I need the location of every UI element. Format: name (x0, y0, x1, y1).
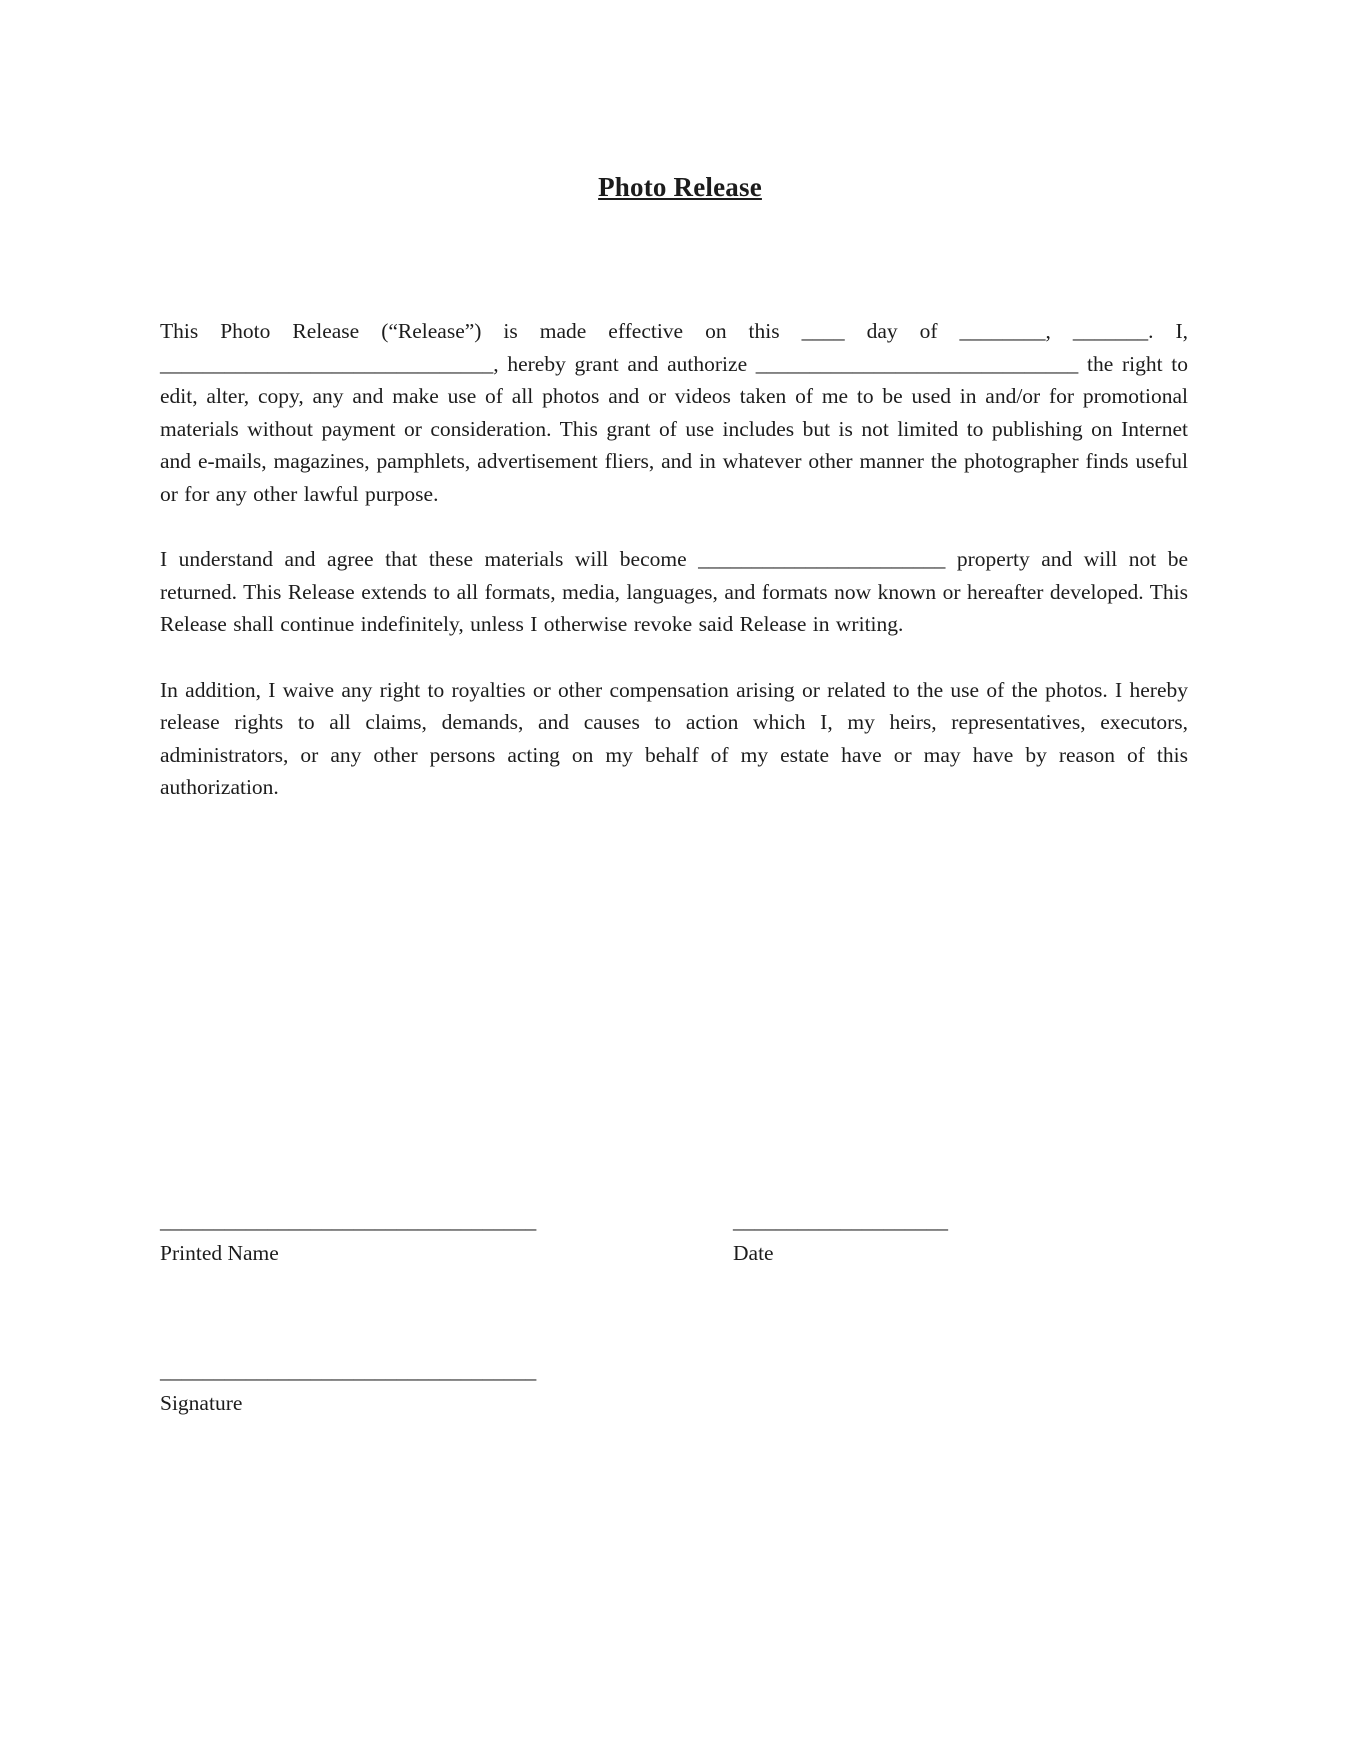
date-blank-line: ____________________ (733, 1209, 948, 1233)
date-field (733, 1205, 1033, 1269)
paragraph-materials-ownership: I understand and agree that these materials will become _______________________ property and will not be returned. This Release extends to all formats, media, languages, and formats now known or hereafter developed. This Release shall continue indefinitely, unless I otherwise revoke said Release in writing. (160, 547, 1188, 636)
printed-name-blank-line: ___________________________________ (160, 1209, 537, 1233)
document-body (0, 315, 1360, 804)
paragraph-grant-of-rights: This Photo Release (“Release”) is made effective on this ____ day of ________, _______. I, _______________________________, hereby grant and authorize ______________________________ the right to edit, alter, copy, any and make use of all photos and or videos taken of me to be used in and/or for promotional materials without payment or consideration. This grant of use includes but is not limited to publishing on Internet and e-mails, magazines, pamphlets, advertisement fliers, and in whatever other manner the photographer finds useful or for any other lawful purpose. (160, 319, 1188, 506)
date-label: Date (733, 1241, 774, 1265)
printed-name-field (160, 1205, 733, 1269)
signature-row (160, 1205, 1033, 1269)
signature-blank-line: ___________________________________ (160, 1359, 537, 1383)
printed-name-label: Printed Name (160, 1241, 279, 1265)
signature-field (160, 1355, 536, 1419)
signature-label: Signature (160, 1391, 243, 1415)
paragraph-waiver-of-royalties: In addition, I waive any right to royalties or other compensation arising or related to the use of the photos. I hereby release rights to all claims, demands, and causes to action which I, my heirs, representatives, executors, administrators, or any other persons acting on my behalf of my estate have or may have by reason of this authorization. (160, 677, 1188, 799)
document-title: Photo Release (598, 172, 762, 202)
